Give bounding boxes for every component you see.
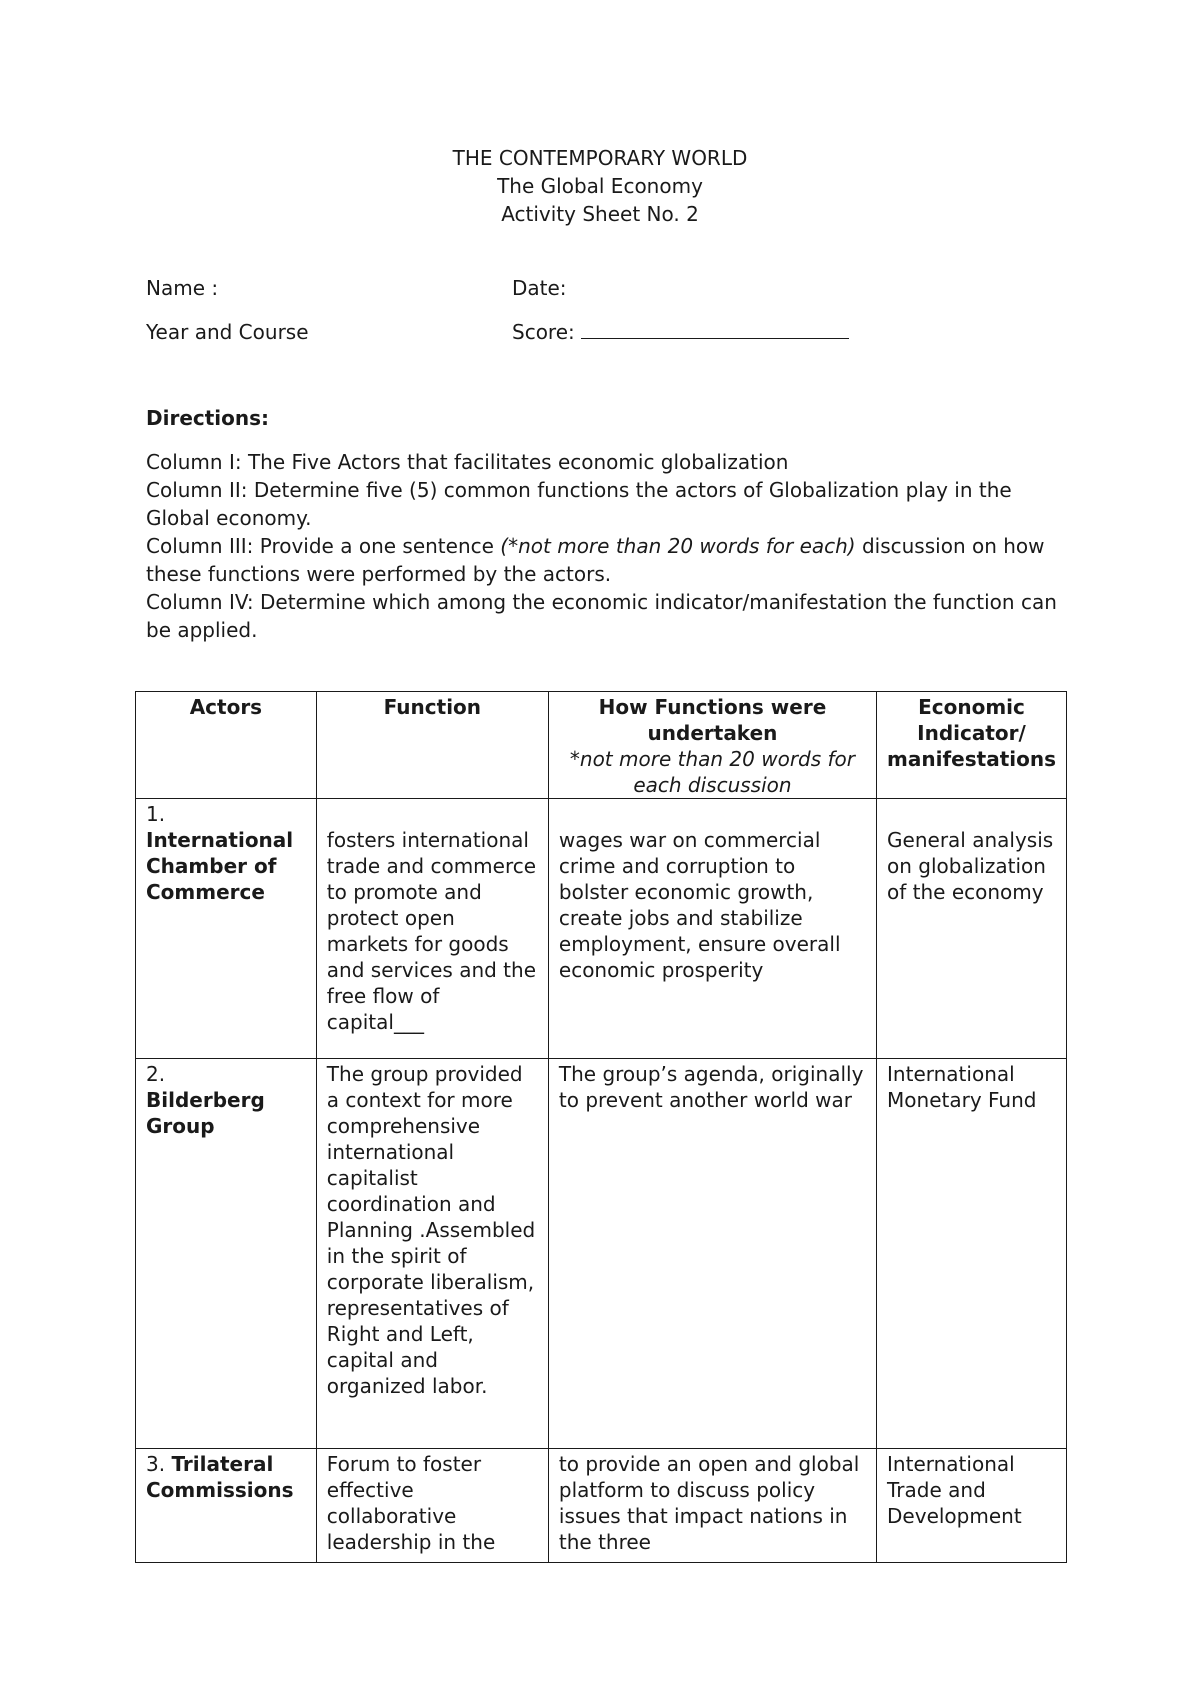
header-how-functions-title: How Functions were undertaken (598, 695, 827, 745)
activity-table (135, 691, 1067, 1563)
how-cell: The group’s agenda, originally to prevent another world war (548, 1059, 876, 1449)
score-blank-line (581, 318, 849, 339)
how-text: wages war on commercial crime and corruption to bolster economic growth, create jobs and stabilize employment, ensure overall economic prosperity (558, 828, 841, 982)
direction-column-1: Column I: The Five Actors that facilitates economic globalization (146, 450, 789, 474)
actor-number: 1. (146, 802, 166, 826)
header-actors: Actors (136, 692, 317, 799)
name-label: Name : (146, 276, 219, 300)
direction-column-4: Column IV: Determine which among the economic indicator/manifestation the function can be applied. (146, 590, 1057, 642)
year-course-label: Year and Course (146, 320, 309, 344)
name-field (146, 274, 218, 302)
actor-cell (136, 799, 317, 1059)
direction-column-2: Column II: Determine five (5) common functions the actors of Globalization play in the Global economy. (146, 478, 1012, 530)
actor-name: Bilderberg Group (146, 1088, 265, 1138)
direction-column-3-text: Column III: Provide a one sentence (146, 534, 501, 558)
header-how-functions-note: *not more than 20 words for each discussion (569, 747, 856, 797)
header-function: Function (316, 692, 548, 799)
table-header-row (136, 692, 1067, 799)
table-row (136, 799, 1067, 1059)
year-course-field (146, 318, 309, 346)
econ-cell: International Trade and Development (877, 1449, 1067, 1563)
actor-name: International Chamber of Commerce (146, 828, 294, 904)
function-cell (316, 799, 548, 1059)
table-row (136, 1059, 1067, 1449)
function-cell: The group provided a context for more comprehensive international capitalist coordination and Planning .Assembled in the spirit of corporate liberalism, representatives of Right and Left, capital and organized labor. (316, 1059, 548, 1449)
how-cell: to provide an open and global platform to discuss policy issues that impact nations in the three (548, 1449, 876, 1563)
direction-column-3-rest: discussion on how these functions were performed by the actors. (146, 534, 1045, 586)
econ-text: General analysis on globalization of the economy (887, 828, 1054, 904)
document-title: THE CONTEMPORARY WORLD (452, 146, 748, 170)
score-field (512, 318, 849, 346)
direction-column-3 (146, 532, 1066, 588)
header-economic-indicator: Economic Indicator/ manifestations (877, 692, 1067, 799)
document-header (0, 144, 1200, 228)
direction-column-3-note: (*not more than 20 words for each) (500, 534, 856, 558)
actor-number: 2. (146, 1062, 166, 1086)
actor-cell (136, 1059, 317, 1449)
header-how-functions (548, 692, 876, 799)
function-cell: Forum to foster effective collaborative leadership in the (316, 1449, 548, 1563)
actor-cell (136, 1449, 317, 1563)
actor-number: 3. (146, 1452, 166, 1476)
date-field (512, 274, 567, 302)
actor-name: Trilateral Commissions (146, 1452, 294, 1502)
date-label: Date: (512, 276, 567, 300)
document-subtitle: The Global Economy (497, 174, 703, 198)
econ-cell: International Monetary Fund (877, 1059, 1067, 1449)
directions-section (146, 404, 1066, 644)
econ-cell (877, 799, 1067, 1059)
function-text: fosters international trade and commerce to promote and protect open markets for goods and services and the free flow of capital___ (326, 828, 537, 1034)
score-label: Score: (512, 320, 575, 344)
how-cell (548, 799, 876, 1059)
table-row (136, 1449, 1067, 1563)
directions-title: Directions: (146, 406, 270, 430)
activity-sheet-number: Activity Sheet No. 2 (501, 202, 699, 226)
